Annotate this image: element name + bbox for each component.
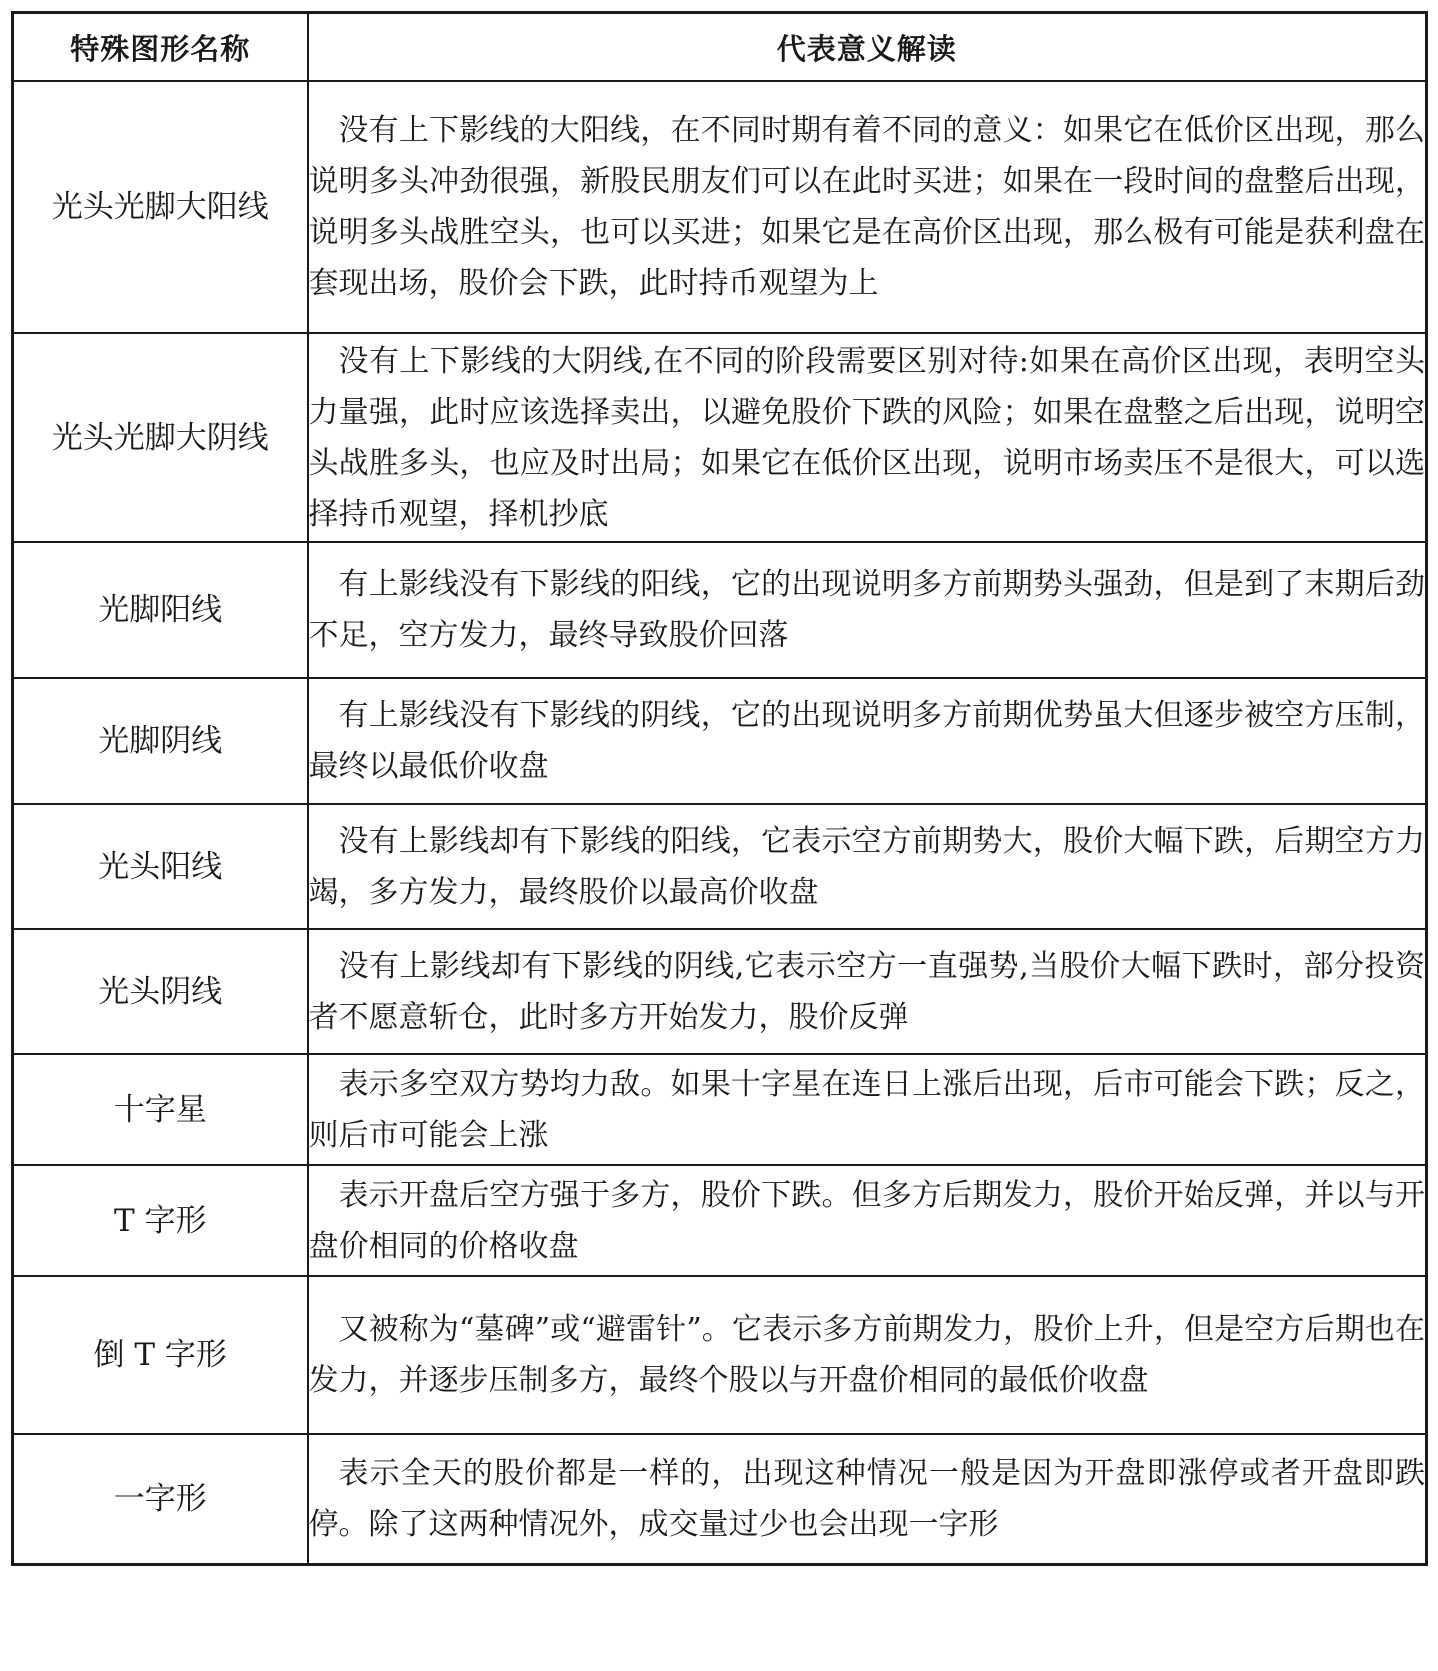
- table-row: [13, 1165, 1427, 1276]
- pattern-meaning-cell: 没有上下影线的大阴线,在不同的阶段需要区别对待:如果在高价区出现，表明空头力量强，此时应该选择卖出，以避免股价下跌的风险；如果在盘整之后出现，说明空头战胜多头，也应及时出局；如果它在低价区出现，说明市场卖压不是很大，可以选择持币观望，择机抄底: [308, 333, 1427, 542]
- pattern-name-cell: 倒 T 字形: [13, 1276, 308, 1434]
- pattern-meaning-cell: 没有上影线却有下影线的阳线，它表示空方前期势大，股价大幅下跌，后期空方力竭，多方发力，最终股价以最高价收盘: [308, 804, 1427, 929]
- table-row: [13, 542, 1427, 678]
- pattern-name-cell: 光头光脚大阴线: [13, 333, 308, 542]
- table-row: [13, 81, 1427, 333]
- table-row: [13, 929, 1427, 1054]
- candlestick-pattern-table: [11, 11, 1428, 1566]
- column-header-meaning: 代表意义解读: [308, 13, 1427, 82]
- pattern-name-cell: 光脚阴线: [13, 678, 308, 804]
- pattern-name-cell: 十字星: [13, 1054, 308, 1165]
- pattern-name-cell: 光头阳线: [13, 804, 308, 929]
- column-header-pattern-name: 特殊图形名称: [13, 13, 308, 82]
- table-row: [13, 1434, 1427, 1564]
- table-row: [13, 333, 1427, 542]
- pattern-name-cell: T 字形: [13, 1165, 308, 1276]
- pattern-name-cell: 一字形: [13, 1434, 308, 1564]
- table-header-row: [13, 13, 1427, 82]
- pattern-meaning-cell: 又被称为“墓碑”或“避雷针”。它表示多方前期发力，股价上升，但是空方后期也在发力，并逐步压制多方，最终个股以与开盘价相同的最低价收盘: [308, 1276, 1427, 1434]
- table-row: [13, 678, 1427, 804]
- pattern-meaning-cell: 有上影线没有下影线的阴线，它的出现说明多方前期优势虽大但逐步被空方压制，最终以最低价收盘: [308, 678, 1427, 804]
- document-page: [11, 11, 1425, 1566]
- table-row: [13, 1276, 1427, 1434]
- pattern-meaning-cell: 没有上影线却有下影线的阴线,它表示空方一直强势,当股价大幅下跌时，部分投资者不愿意斩仓，此时多方开始发力，股价反弹: [308, 929, 1427, 1054]
- pattern-meaning-cell: 表示多空双方势均力敌。如果十字星在连日上涨后出现，后市可能会下跌；反之，则后市可能会上涨: [308, 1054, 1427, 1165]
- pattern-name-cell: 光头阴线: [13, 929, 308, 1054]
- pattern-name-cell: 光脚阳线: [13, 542, 308, 678]
- table-row: [13, 1054, 1427, 1165]
- pattern-meaning-cell: 没有上下影线的大阳线，在不同时期有着不同的意义：如果它在低价区出现，那么说明多头冲劲很强，新股民朋友们可以在此时买进；如果在一段时间的盘整后出现，说明多头战胜空头，也可以买进；如果它是在高价区出现，那么极有可能是获利盘在套现出场，股价会下跌，此时持币观望为上: [308, 81, 1427, 333]
- pattern-meaning-cell: 有上影线没有下影线的阳线，它的出现说明多方前期势头强劲，但是到了末期后劲不足，空方发力，最终导致股价回落: [308, 542, 1427, 678]
- pattern-meaning-cell: 表示开盘后空方强于多方，股价下跌。但多方后期发力，股价开始反弹，并以与开盘价相同的价格收盘: [308, 1165, 1427, 1276]
- table-row: [13, 804, 1427, 929]
- pattern-name-cell: 光头光脚大阳线: [13, 81, 308, 333]
- pattern-meaning-cell: 表示全天的股价都是一样的，出现这种情况一般是因为开盘即涨停或者开盘即跌停。除了这两种情况外，成交量过少也会出现一字形: [308, 1434, 1427, 1564]
